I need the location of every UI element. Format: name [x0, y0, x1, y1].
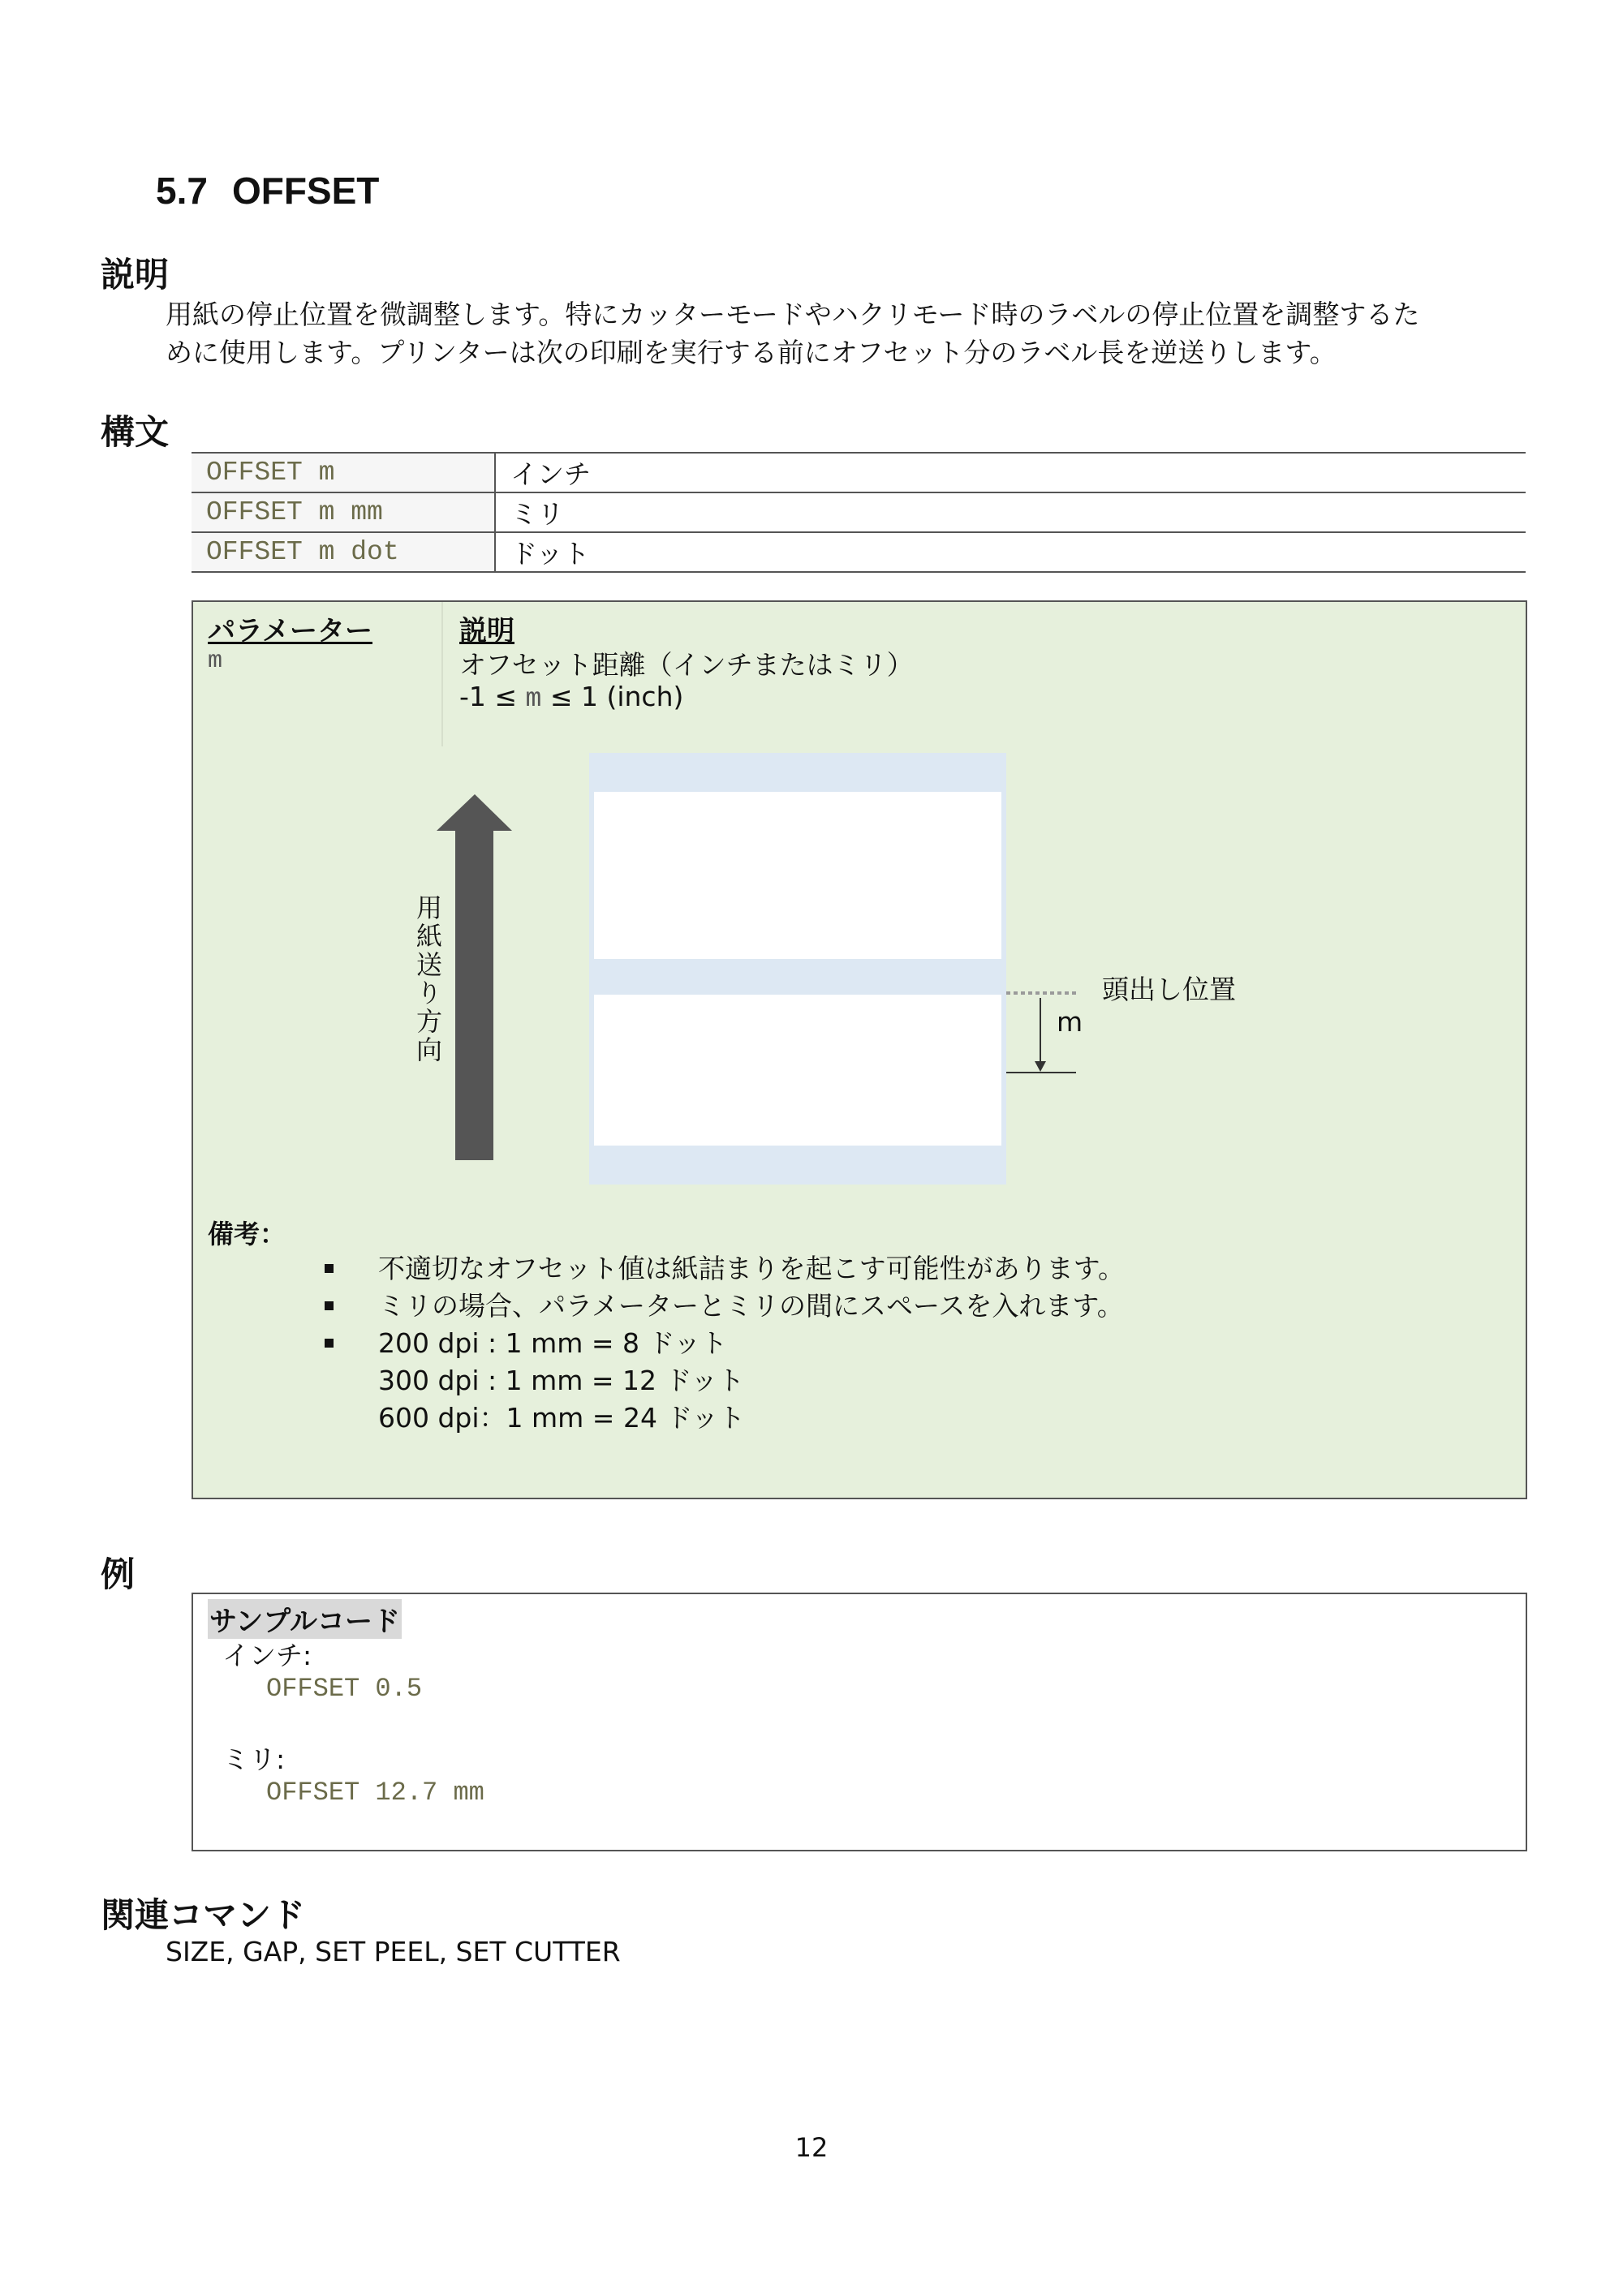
label-lower	[594, 995, 1001, 1146]
remark-item: ミリの場合、パラメーターとミリの間にスペースを入れます。	[378, 1290, 1124, 1322]
head-position-label: 頭出し位置	[1102, 974, 1236, 1005]
remark-extra-line: 300 dpi : 1 mm = 12 ドット	[378, 1365, 745, 1396]
bullet-icon	[325, 1301, 334, 1310]
description-line-2: めに使用します。プリンターは次の印刷を実行する前にオフセット分のラベル長を逆送りします。	[166, 337, 1337, 368]
syntax-desc: インチ	[495, 453, 1526, 492]
feed-direction-label: 用紙送り方向	[412, 894, 443, 1064]
mm-code: OFFSET 12.7 mm	[266, 1778, 484, 1808]
related-commands: SIZE, GAP, SET PEEL, SET CUTTER	[166, 1936, 621, 1967]
feed-arrow-icon	[437, 794, 512, 1160]
syntax-row	[192, 453, 1526, 492]
remarks-heading: 備考：	[208, 1219, 286, 1249]
description-heading: 説明	[101, 255, 170, 295]
offset-arrowhead-icon	[1035, 1061, 1046, 1072]
syntax-heading: 構文	[101, 412, 170, 452]
page-number: 12	[794, 2132, 829, 2163]
desc-col-header: 説明	[459, 615, 514, 647]
range-prefix: -1 ≤	[459, 681, 526, 712]
syntax-row	[192, 492, 1526, 532]
param-name: m	[208, 647, 223, 675]
description-text	[166, 295, 1545, 372]
syntax-code: OFFSET m	[192, 453, 495, 492]
bullet-icon	[325, 1264, 334, 1273]
section-number: 5.7	[156, 170, 208, 212]
inch-label: インチ:	[222, 1640, 312, 1671]
section-heading	[156, 169, 379, 213]
related-heading: 関連コマンド	[101, 1895, 306, 1935]
syntax-table	[192, 452, 1526, 573]
remark-extra-line: 600 dpi：1 mm = 24 ドット	[378, 1402, 746, 1434]
syntax-desc: ドット	[495, 532, 1526, 572]
syntax-code: OFFSET m mm	[192, 492, 495, 532]
sample-code-title: サンプルコード	[208, 1599, 402, 1639]
syntax-desc: ミリ	[495, 492, 1526, 532]
remark-item: 不適切なオフセット値は紙詰まりを起こす可能性があります。	[378, 1253, 1126, 1284]
range-suffix: ≤ 1 (inch)	[541, 681, 684, 712]
inch-code: OFFSET 0.5	[266, 1674, 423, 1704]
parameter-box	[192, 600, 1527, 1499]
syntax-code: OFFSET m dot	[192, 532, 495, 572]
offset-m-label: m	[1057, 1006, 1083, 1038]
description-line-1: 用紙の停止位置を微調整します。特にカッターモードやハクリモード時のラベルの停止位置を調整するた	[166, 299, 1420, 330]
mm-label: ミリ:	[222, 1743, 286, 1775]
param-desc: オフセット距離（インチまたはミリ）	[459, 649, 914, 681]
range-var: m	[525, 684, 542, 714]
bullet-icon	[325, 1339, 334, 1348]
param-col-header: パラメーター	[208, 615, 372, 647]
section-title: OFFSET	[231, 170, 380, 212]
remark-item: 200 dpi : 1 mm = 8 ドット	[378, 1327, 728, 1359]
label-upper	[594, 792, 1001, 959]
syntax-row	[192, 532, 1526, 572]
sample-code-box	[192, 1593, 1527, 1851]
example-heading: 例	[101, 1554, 136, 1594]
